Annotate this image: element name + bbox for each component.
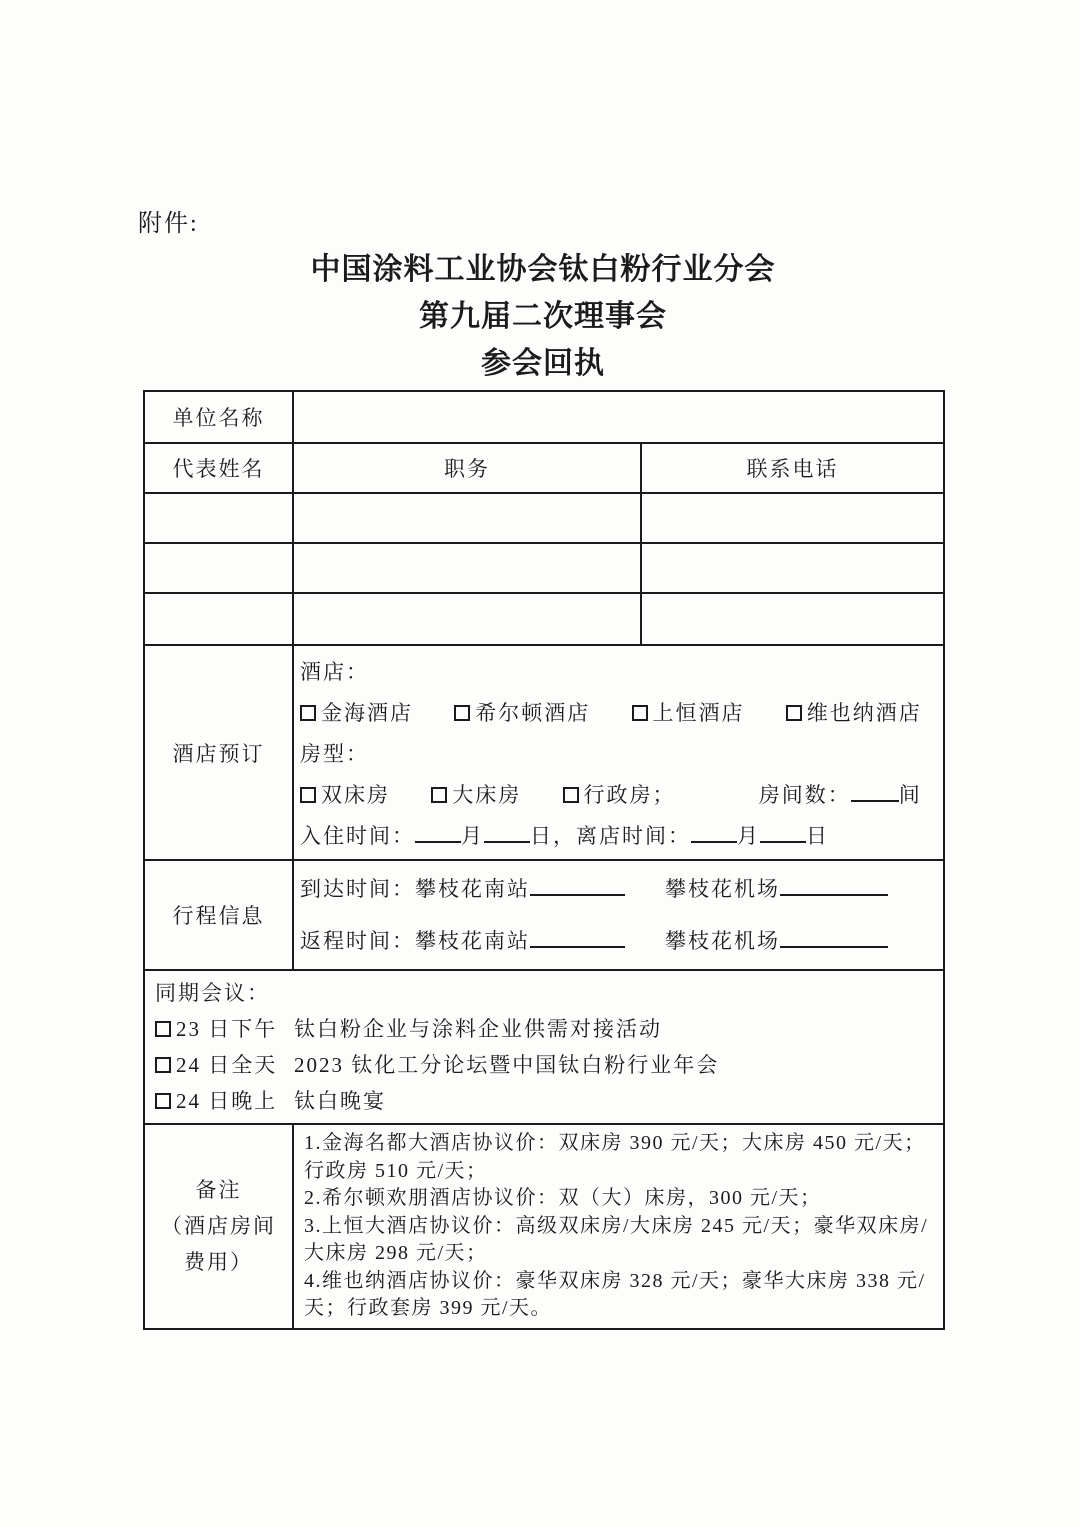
title-line-reply: 参会回执 bbox=[481, 347, 605, 380]
hotel-option-shangheng[interactable] bbox=[632, 701, 745, 725]
hotel-booking-content bbox=[293, 645, 944, 860]
meeting-option-forum[interactable] bbox=[155, 1047, 933, 1083]
remark-item-jinhai-price: 1.金海名都大酒店协议价：双床房 390 元/天；大床房 450 元/天；行政房 510 元/天； bbox=[304, 1132, 926, 1182]
hotel-option-hilton[interactable] bbox=[454, 701, 590, 725]
arrival-airport-blank[interactable] bbox=[780, 874, 888, 896]
month-label: 月 bbox=[737, 824, 760, 848]
checkbox-icon[interactable] bbox=[632, 705, 648, 721]
checkbox-icon[interactable] bbox=[155, 1057, 171, 1073]
room-count-label: 房间数： bbox=[758, 783, 851, 807]
checkbox-icon[interactable] bbox=[155, 1093, 171, 1109]
stay-dates-line bbox=[300, 816, 937, 857]
meeting-option-banquet[interactable] bbox=[155, 1083, 933, 1119]
document-title bbox=[143, 246, 943, 387]
concurrent-heading: 同期会议： bbox=[155, 981, 270, 1005]
arrival-time-label: 到达时间： bbox=[300, 877, 415, 901]
airport-label: 攀枝花机场 bbox=[665, 877, 780, 901]
room-count-unit: 间 bbox=[898, 783, 922, 807]
delegate-phone-field[interactable] bbox=[641, 543, 944, 593]
room-count-group bbox=[759, 783, 922, 807]
title-line-association: 中国涂料工业协会钛白粉行业分会 bbox=[310, 253, 776, 286]
checkin-month-blank[interactable] bbox=[415, 821, 461, 843]
meeting-time: 24 日全天 bbox=[176, 1053, 278, 1077]
hotel-option-label: 希尔顿酒店 bbox=[475, 701, 591, 725]
room-type-line bbox=[300, 783, 922, 807]
meeting-event: 钛白晚宴 bbox=[294, 1089, 386, 1113]
return-time-label: 返程时间： bbox=[300, 929, 415, 953]
concurrent-meetings-content bbox=[144, 970, 944, 1124]
remarks-label-line: 备注 bbox=[195, 1178, 242, 1203]
checkout-month-blank[interactable] bbox=[691, 821, 737, 843]
return-airport-blank[interactable] bbox=[780, 926, 888, 948]
checkbox-icon[interactable] bbox=[431, 787, 447, 803]
delegate-name-field[interactable] bbox=[144, 543, 293, 593]
hotel-option-label: 金海酒店 bbox=[321, 701, 413, 725]
delegate-position-field[interactable] bbox=[293, 593, 641, 645]
checkin-day-blank[interactable] bbox=[484, 821, 530, 843]
delegate-row bbox=[144, 493, 944, 543]
checkbox-icon[interactable] bbox=[454, 705, 470, 721]
delegate-header-row bbox=[144, 443, 944, 493]
day-label: 日 bbox=[806, 824, 829, 848]
remarks-label-line: 费用） bbox=[184, 1250, 253, 1275]
airport-label: 攀枝花机场 bbox=[665, 929, 780, 953]
checkbox-icon[interactable] bbox=[300, 787, 316, 803]
hotel-option-jinhai[interactable] bbox=[300, 701, 413, 725]
checkbox-icon[interactable] bbox=[155, 1021, 171, 1037]
room-option-executive[interactable] bbox=[563, 783, 676, 807]
room-option-label: 行政房； bbox=[583, 783, 676, 807]
remark-item-hilton-price: 2.希尔顿欢朋酒店协议价：双（大）床房，300 元/天； bbox=[304, 1187, 822, 1209]
room-option-label: 大床房 bbox=[452, 783, 522, 807]
meeting-event: 2023 钛化工分论坛暨中国钛白粉行业年会 bbox=[294, 1053, 720, 1077]
delegate-row bbox=[144, 543, 944, 593]
phone-label: 联系电话 bbox=[641, 443, 944, 493]
hotel-option-label: 上恒酒店 bbox=[652, 701, 745, 725]
remark-item-vienna-price: 4.维也纳酒店协议价：豪华双床房 328 元/天；豪华大床房 338 元/天；行政套房 399 元/天。 bbox=[304, 1269, 926, 1319]
title-line-session: 第九届二次理事会 bbox=[419, 300, 667, 333]
station-label: 攀枝花南站 bbox=[415, 929, 530, 953]
remarks-content bbox=[293, 1124, 944, 1329]
unit-name-row bbox=[144, 391, 944, 443]
month-label: 月 bbox=[461, 824, 484, 848]
hotel-option-vienna[interactable] bbox=[786, 701, 922, 725]
delegate-position-field[interactable] bbox=[293, 493, 641, 543]
room-type-caption: 房型： bbox=[300, 742, 369, 766]
remarks-row bbox=[144, 1124, 944, 1329]
hotel-options-line bbox=[300, 701, 922, 725]
room-option-king[interactable] bbox=[431, 783, 521, 807]
checkbox-icon[interactable] bbox=[786, 705, 802, 721]
delegate-position-field[interactable] bbox=[293, 543, 641, 593]
delegate-name-field[interactable] bbox=[144, 593, 293, 645]
registration-table bbox=[143, 390, 945, 1330]
concurrent-meetings-row bbox=[144, 970, 944, 1124]
checkbox-icon[interactable] bbox=[300, 705, 316, 721]
delegate-name-label: 代表姓名 bbox=[144, 443, 293, 493]
unit-name-label: 单位名称 bbox=[144, 391, 293, 443]
hotel-booking-row bbox=[144, 645, 944, 860]
room-option-label: 双床房 bbox=[321, 783, 390, 807]
checkin-label: 入住时间： bbox=[300, 824, 415, 848]
delegate-phone-field[interactable] bbox=[641, 593, 944, 645]
checkout-day-blank[interactable] bbox=[760, 821, 806, 843]
delegate-phone-field[interactable] bbox=[641, 493, 944, 543]
itinerary-row bbox=[144, 860, 944, 970]
meeting-event: 钛白粉企业与涂料企业供需对接活动 bbox=[294, 1017, 662, 1041]
position-label: 职务 bbox=[293, 443, 641, 493]
hotel-booking-label: 酒店预订 bbox=[144, 645, 293, 860]
delegate-row bbox=[144, 593, 944, 645]
meeting-time: 24 日晚上 bbox=[176, 1089, 278, 1113]
room-count-blank[interactable] bbox=[851, 780, 899, 802]
day-label: 日， bbox=[530, 824, 576, 848]
hotel-caption: 酒店： bbox=[300, 660, 369, 684]
hotel-option-label: 维也纳酒店 bbox=[806, 701, 922, 725]
meeting-option-supply-demand[interactable] bbox=[155, 1011, 933, 1047]
remarks-label-line: （酒店房间 bbox=[161, 1214, 276, 1239]
return-line bbox=[300, 915, 937, 967]
itinerary-content bbox=[293, 860, 944, 970]
room-option-twin[interactable] bbox=[300, 783, 390, 807]
itinerary-label: 行程信息 bbox=[144, 860, 293, 970]
arrival-line bbox=[300, 863, 937, 915]
meeting-time: 23 日下午 bbox=[176, 1017, 278, 1041]
delegate-name-field[interactable] bbox=[144, 493, 293, 543]
remark-item-shangheng-price: 3.上恒大酒店协议价：高级双床房/大床房 245 元/天；豪华双床房/大床房 298 元/天； bbox=[304, 1214, 929, 1264]
return-station-blank[interactable] bbox=[530, 926, 625, 948]
remarks-label bbox=[144, 1124, 293, 1329]
checkbox-icon[interactable] bbox=[563, 787, 579, 803]
station-label: 攀枝花南站 bbox=[415, 877, 530, 901]
attachment-label: 附件: bbox=[138, 211, 199, 237]
arrival-station-blank[interactable] bbox=[530, 874, 625, 896]
checkout-label: 离店时间： bbox=[576, 824, 691, 848]
unit-name-field[interactable] bbox=[293, 391, 944, 443]
